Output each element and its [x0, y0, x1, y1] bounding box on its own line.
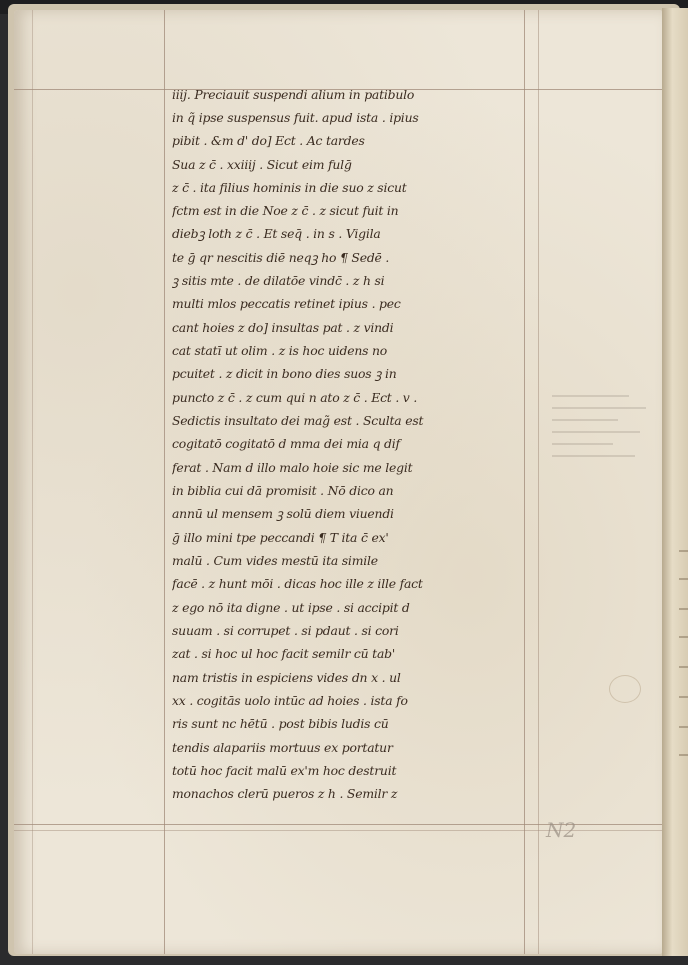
manuscript-line: cogitatō cogitatō d mma dei mia q dif — [172, 436, 400, 451]
manuscript-line: in biblia cui dā promisit . Nō dico an — [172, 483, 394, 498]
manuscript-line: z ego nō ita digne . ut ipse . si accipit d — [172, 600, 410, 615]
manuscript-line: pibit . &m d' do] Ect . Ac tardes — [172, 133, 365, 148]
manuscript-line: iiij. Preciauit suspendi alium in patibulo — [172, 87, 415, 102]
manuscript-line: suuam . si corrupet . si pdaut . si cori — [172, 623, 399, 638]
manuscript-line: Sua z c̄ . xxiiij . Sicut eim fulḡ — [172, 157, 352, 172]
ruling-line-right — [524, 10, 525, 954]
manuscript-line: Sedictis insultato dei mag̃ est . Sculta est — [172, 413, 424, 428]
manuscript-line: ḡ illo mini tpe peccandi ¶ T ita c̄ ex' — [172, 530, 389, 545]
manuscript-line: xx . cogitās uolo intūc ad hoies . ista fo — [172, 693, 408, 708]
manuscript-line: puncto z c̄ . z cum qui n ato z c̄ . Ect . v . — [172, 390, 418, 405]
manuscript-line: nam tristis in espiciens vides dn x . ul — [172, 670, 401, 685]
manuscript-line: malū . Cum vides mestū ita simile — [172, 553, 378, 568]
manuscript-line: monachos clerū pueros z h . Semilr z — [172, 786, 398, 801]
manuscript-line: diebꝫ loth z c̄ . Et seq̄ . in s . Vigila — [172, 226, 381, 241]
manuscript-line: ris sunt nc hētū . post bibis ludis cū — [172, 716, 389, 731]
manuscript-line: multi mlos peccatis retinet ipius . pec — [172, 296, 401, 311]
manuscript-line: in q̃ ipse suspensus fuit. apud ista . ipius — [172, 110, 419, 125]
manuscript-line: z c̄ . ita filius hominis in die suo z sicut — [172, 180, 407, 195]
manuscript-line: ꝫ sitis mte . de dilatōe vindc̄ . z h si — [172, 273, 385, 288]
manuscript-line: cant hoies z do] insultas pat . z vindi — [172, 320, 394, 335]
adjacent-page-edge — [662, 8, 688, 956]
ruling-line-inner-margin — [32, 10, 33, 954]
manuscript-line: tendis alapariis mortuus ex portatur — [172, 740, 393, 755]
manuscript-line: facē . z hunt mōi . dicas hoc ille z ille fact — [172, 576, 423, 591]
manuscript-line: pcuitet . z dicit in bono dies suos ꝫ in — [172, 366, 397, 381]
manuscript-line: cat statī ut olim . z is hoc uidens no — [172, 343, 388, 358]
folio-mark: N2 — [546, 818, 577, 842]
ruling-line-outer-margin — [538, 10, 539, 954]
manuscript-line: te ḡ qr nescitis diē neqꝫ ho ¶ Sedē . — [172, 250, 390, 265]
paper-stain — [609, 675, 641, 703]
manuscript-line: annū ul mensem ꝫ solū diem viuendi — [172, 506, 394, 521]
text-column — [162, 80, 522, 825]
manuscript-line: totū hoc facit malū ex'm hoc destruit — [172, 763, 397, 778]
manuscript-line: ferat . Nam d illo malo hoie sic me legit — [172, 460, 413, 475]
show-through-ink — [552, 395, 662, 515]
manuscript-line: fctm est in die Noe z c̄ . z sicut fuit in — [172, 203, 399, 218]
manuscript-line: zat . si hoc ul hoc facit semilr cū tab' — [172, 646, 396, 661]
